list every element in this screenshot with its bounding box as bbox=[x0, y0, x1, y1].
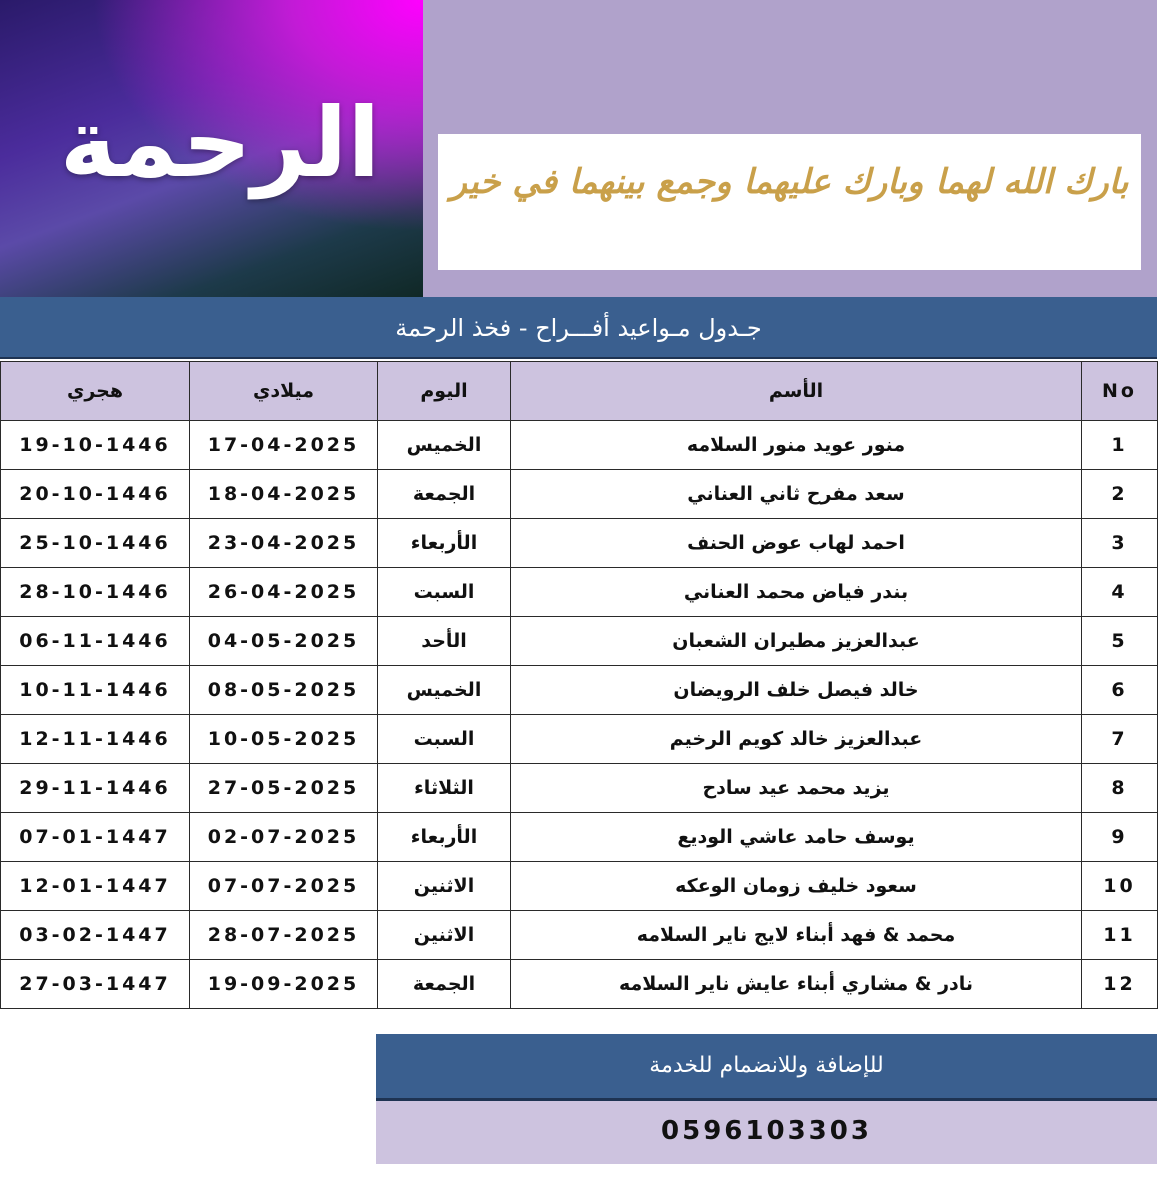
cell-no: 6 bbox=[1082, 666, 1158, 715]
footer-label: للإضافة وللانضمام للخدمة bbox=[376, 1034, 1157, 1101]
page-title: جـدول مـواعيد أفـــراح - فخذ الرحمة bbox=[0, 297, 1157, 359]
cell-no: 7 bbox=[1082, 715, 1158, 764]
cell-no: 5 bbox=[1082, 617, 1158, 666]
cell-day: الاثنين bbox=[378, 911, 511, 960]
logo-text: الرحمة bbox=[59, 87, 381, 199]
cell-day: الأربعاء bbox=[378, 813, 511, 862]
cell-hijri: 07-01-1447 bbox=[1, 813, 190, 862]
table-row bbox=[1, 666, 1158, 715]
cell-name: منور عويد منور السلامه bbox=[511, 421, 1082, 470]
cell-hijri: 19-10-1446 bbox=[1, 421, 190, 470]
header-no: No bbox=[1082, 362, 1158, 421]
table-row bbox=[1, 617, 1158, 666]
cell-gregorian: 19-09-2025 bbox=[190, 960, 378, 1009]
cell-hijri: 06-11-1446 bbox=[1, 617, 190, 666]
cell-day: السبت bbox=[378, 715, 511, 764]
cell-hijri: 29-11-1446 bbox=[1, 764, 190, 813]
cell-hijri: 20-10-1446 bbox=[1, 470, 190, 519]
cell-gregorian: 27-05-2025 bbox=[190, 764, 378, 813]
cell-hijri: 12-11-1446 bbox=[1, 715, 190, 764]
cell-day: الخميس bbox=[378, 666, 511, 715]
cell-name: يوسف حامد عاشي الوديع bbox=[511, 813, 1082, 862]
footer-phone[interactable]: 0596103303 bbox=[376, 1101, 1157, 1164]
cell-no: 2 bbox=[1082, 470, 1158, 519]
cell-hijri: 03-02-1447 bbox=[1, 911, 190, 960]
cell-name: عبدالعزيز خالد كويم الرخيم bbox=[511, 715, 1082, 764]
cell-day: الخميس bbox=[378, 421, 511, 470]
cell-gregorian: 18-04-2025 bbox=[190, 470, 378, 519]
cell-gregorian: 02-07-2025 bbox=[190, 813, 378, 862]
cell-gregorian: 10-05-2025 bbox=[190, 715, 378, 764]
calligraphy-banner bbox=[438, 134, 1141, 270]
cell-name: محمد & فهد أبناء لايج ناير السلامه bbox=[511, 911, 1082, 960]
calligraphy-verse: بارك الله لهما وبارك عليهما وجمع بينهما في خير bbox=[450, 162, 1129, 202]
cell-hijri: 10-11-1446 bbox=[1, 666, 190, 715]
cell-hijri: 28-10-1446 bbox=[1, 568, 190, 617]
header-name: الأسم bbox=[511, 362, 1082, 421]
cell-hijri: 25-10-1446 bbox=[1, 519, 190, 568]
cell-day: الأحد bbox=[378, 617, 511, 666]
header-hijri: هجري bbox=[1, 362, 190, 421]
cell-no: 3 bbox=[1082, 519, 1158, 568]
cell-name: خالد فيصل خلف الرويضان bbox=[511, 666, 1082, 715]
cell-gregorian: 04-05-2025 bbox=[190, 617, 378, 666]
cell-name: سعد مفرح ثاني العناني bbox=[511, 470, 1082, 519]
table-row bbox=[1, 421, 1158, 470]
cell-day: الاثنين bbox=[378, 862, 511, 911]
cell-no: 8 bbox=[1082, 764, 1158, 813]
cell-gregorian: 23-04-2025 bbox=[190, 519, 378, 568]
table-row bbox=[1, 960, 1158, 1009]
table-header-row bbox=[1, 362, 1158, 421]
table-row bbox=[1, 764, 1158, 813]
table-row bbox=[1, 862, 1158, 911]
table-row bbox=[1, 519, 1158, 568]
cell-name: سعود خليف زومان الوعكه bbox=[511, 862, 1082, 911]
cell-no: 11 bbox=[1082, 911, 1158, 960]
cell-no: 4 bbox=[1082, 568, 1158, 617]
cell-hijri: 27-03-1447 bbox=[1, 960, 190, 1009]
cell-gregorian: 26-04-2025 bbox=[190, 568, 378, 617]
cell-hijri: 12-01-1447 bbox=[1, 862, 190, 911]
logo-panel bbox=[0, 0, 423, 297]
table-row bbox=[1, 813, 1158, 862]
cell-no: 10 bbox=[1082, 862, 1158, 911]
cell-no: 1 bbox=[1082, 421, 1158, 470]
cell-name: بندر فياض محمد العناني bbox=[511, 568, 1082, 617]
schedule-table bbox=[0, 361, 1158, 1009]
cell-name: نادر & مشاري أبناء عايش ناير السلامه bbox=[511, 960, 1082, 1009]
cell-gregorian: 17-04-2025 bbox=[190, 421, 378, 470]
cell-day: الجمعة bbox=[378, 960, 511, 1009]
cell-name: عبدالعزيز مطيران الشعبان bbox=[511, 617, 1082, 666]
cell-gregorian: 07-07-2025 bbox=[190, 862, 378, 911]
table-row bbox=[1, 470, 1158, 519]
cell-day: السبت bbox=[378, 568, 511, 617]
table-row bbox=[1, 715, 1158, 764]
cell-gregorian: 28-07-2025 bbox=[190, 911, 378, 960]
header-gregorian: ميلادي bbox=[190, 362, 378, 421]
header-day: اليوم bbox=[378, 362, 511, 421]
cell-day: الأربعاء bbox=[378, 519, 511, 568]
cell-no: 12 bbox=[1082, 960, 1158, 1009]
cell-name: احمد لهاب عوض الحنف bbox=[511, 519, 1082, 568]
table-row bbox=[1, 568, 1158, 617]
cell-no: 9 bbox=[1082, 813, 1158, 862]
cell-day: الجمعة bbox=[378, 470, 511, 519]
table-row bbox=[1, 911, 1158, 960]
cell-name: يزيد محمد عيد سادح bbox=[511, 764, 1082, 813]
cell-gregorian: 08-05-2025 bbox=[190, 666, 378, 715]
cell-day: الثلاثاء bbox=[378, 764, 511, 813]
